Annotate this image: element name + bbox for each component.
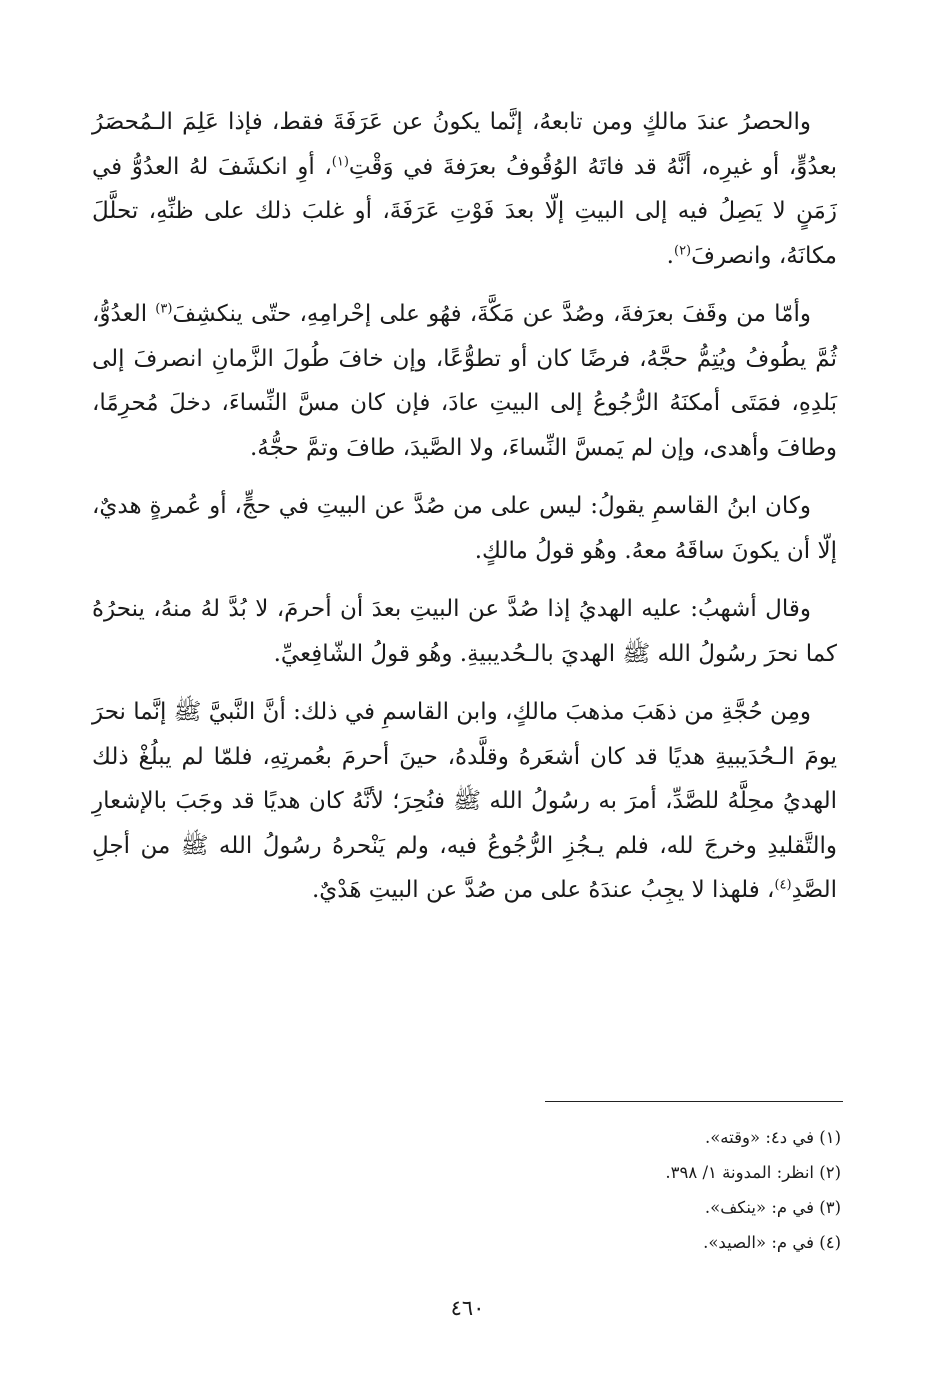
paragraph-text: ومِن حُجَّةِ من ذهَبَ مذهبَ مالكٍ، وابن القاسمِ في ذلك: أنَّ النَّبيَّ ﷺ إنَّما نحرَ يومَ الـحُدَيبيةِ هديًا قد كان أشعَرهُ وقلَّدهُ، حينَ أحرمَ بعُمرتِهِ، فلمّا لم يبلُغْ ذلك الهديُ محِلَّهُ للصَّدِّ، أمرَ به رسُولُ الله ﷺ فنُحِرَ؛ لأنَّهُ كان هديًا قد وجَبَ بالإشعارِ والتَّقليدِ وخرجَ لله، فلم يـجُزِ الرُّجُوعُ فيه، ولم يَنْحرهُ رسُولُ الله ﷺ من أجلِ الصَّدِ xyxy=(92,699,837,903)
paragraph-text: وقال أشهبُ: عليه الهديُ إذا صُدَّ عن البيتِ بعدَ أن أحرمَ، لا بُدَّ لهُ منهُ، ينحرُهُ كما نحرَ رسُولُ الله ﷺ الهديَ بالـحُديبيةِ. وهُو قولُ الشّافِعيِّ. xyxy=(92,596,837,667)
footnote-marker[interactable]: (٤) xyxy=(774,877,792,893)
main-text xyxy=(92,100,837,927)
footnote-4: (٤) في م: «الصيد». xyxy=(703,1233,841,1252)
paragraph-text: ، فلهذا لا يجِبُ عندَهُ على من صُدَّ عن البيتِ هَدْيٌ. xyxy=(311,877,775,903)
paragraph-text: . xyxy=(666,242,674,269)
paragraph-text: وأمّا من وقَفَ بعرَفةَ، وصُدَّ عن مَكَّةَ، فهُو على إحْرامِهِ، حتّى ينكشِفَ xyxy=(172,301,811,327)
paragraph-text: وكان ابنُ القاسمِ يقولُ: ليس على من صُدَّ عن البيتِ في حجٍّ، أو عُمرةٍ هديٌ، إلّا أن يكونَ ساقَهُ معهُ. وهُو قولُ مالكٍ. xyxy=(92,493,837,564)
footnote-2: (٢) انظر: المدونة ١/ ٣٩٨. xyxy=(665,1163,841,1182)
paragraph-4 xyxy=(92,587,837,676)
paragraph-text: والحصرُ عندَ مالكٍ ومن تابعهُ، إنَّما يكونُ عن عَرَفَةَ فقط، فإذا عَلِمَ الـمُحصَرُ بعدُوٍّ، أو غيرِه، أنَّهُ قد فاتَهُ الوُقُوفُ بعرَفةَ في وَقْتِ xyxy=(92,109,837,180)
paragraph-5 xyxy=(92,690,837,913)
page-number: ٤٦٠ xyxy=(450,1296,485,1320)
footnote-marker[interactable]: (٢) xyxy=(673,242,692,258)
footnote-marker[interactable]: (١) xyxy=(331,153,349,169)
paragraph-2 xyxy=(92,292,837,470)
footnote-marker[interactable]: (٣) xyxy=(155,301,173,317)
paragraph-3 xyxy=(92,484,837,573)
paragraph-text: ، أوِ انكشَفَ لهُ العدُوُّ في زَمَنٍ لا يَصِلُ فيه إلى البيتِ إلّا بعدَ فَوْتِ عَرَفَةَ، أو غلبَ ذلك على ظنِّهِ، تحلَّلَ مكانَهُ، وانصرفَ xyxy=(92,153,837,269)
paragraph-1 xyxy=(92,100,837,278)
footnotes xyxy=(341,1120,841,1260)
footnote-3: (٣) في م: «ينكف». xyxy=(704,1198,841,1217)
footnote-separator xyxy=(545,1101,843,1102)
footnote-1: (١) في د٤: «وقته». xyxy=(704,1128,841,1147)
paragraph-text: العدُوُّ، ثُمَّ يطُوفُ ويُتِمُّ حجَّهُ، فرضًا كان أو تطوُّعًا، وإن خافَ طُولَ الزَّمانِ انصرفَ إلى بَلدِهِ، فمَتَى أمكنَهُ الرُّجُوعُ إلى البيتِ عادَ، فإن كان مسَّ النِّساءَ، دخلَ مُحرِمًا، وطافَ وأهدى، وإن لم يَمسَّ النِّساءَ، ولا الصَّيدَ، طافَ وتمَّ حجُّهُ. xyxy=(92,301,837,461)
